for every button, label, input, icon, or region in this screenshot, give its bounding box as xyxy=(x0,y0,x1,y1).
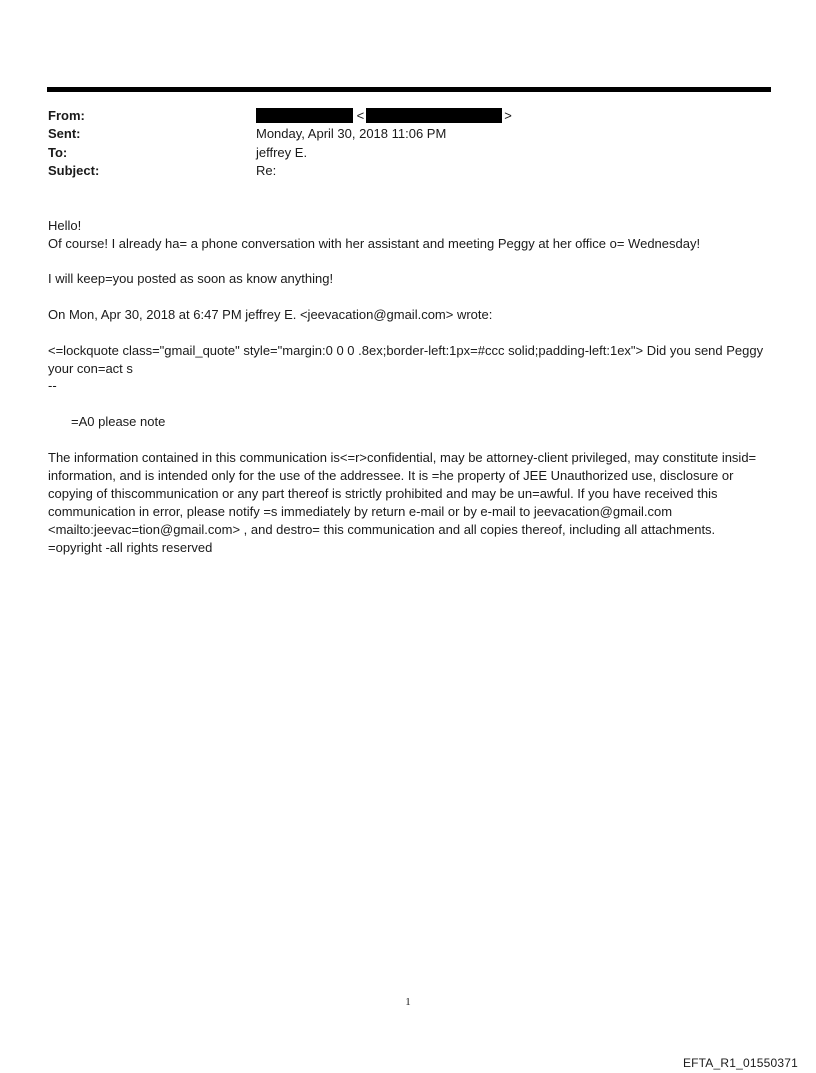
please-note: =A0 please note xyxy=(71,414,166,429)
body-line-2: I will keep=you posted as soon as know anything! xyxy=(48,271,334,286)
page-number: 1 xyxy=(405,996,411,1008)
disclaimer: The information contained in this communication is<=r>confidential, may be attorney-client privileged, may constitute insid= information, and is intended only for the use of the addressee. It is =he property of JEE Unauthorized use, disclosure or copying of thiscommunication or any part thereof is strictly prohibited and may be un=awful. If you have received this communication in error, please notify =s immediately by return e-mail or by e-mail to jeevacation@gmail.com <mailto:jeevac=tion@gmail.com> , and destro= this communication and all copies thereof, including all attachments. =opyright -all rights reserved xyxy=(48,450,757,555)
signature-separator: -- xyxy=(48,378,57,393)
from-label: From: xyxy=(48,108,85,123)
to-value: jeffrey E. xyxy=(256,145,308,160)
sent-value: Monday, April 30, 2018 11:06 PM xyxy=(256,126,447,141)
subject-value: Re: xyxy=(256,163,277,178)
document-id: EFTA_R1_01550371 xyxy=(682,1056,798,1070)
quote-intro: On Mon, Apr 30, 2018 at 6:47 PM jeffrey E. <jeevacation@gmail.com> wrote: xyxy=(48,307,493,322)
body-line-1: Of course! I already ha= a phone conversation with her assistant and meeting Peggy at her office o= Wednesday! xyxy=(48,236,701,251)
quoted-text: <=lockquote class="gmail_quote" style="margin:0 0 0 .8ex;border-left:1px=#ccc solid;padding-left:1ex"> Did you send Peggy your con=act s xyxy=(48,343,764,376)
from-angle-close: > xyxy=(504,108,512,123)
from-angle-open: < xyxy=(356,108,365,123)
greeting: Hello! xyxy=(48,218,82,233)
redaction-bar xyxy=(256,108,353,123)
header-rule xyxy=(47,87,771,92)
sent-label: Sent: xyxy=(48,126,81,141)
from-value xyxy=(256,108,512,123)
to-label: To: xyxy=(48,145,68,160)
subject-label: Subject: xyxy=(48,163,100,178)
redaction-bar xyxy=(366,108,502,123)
